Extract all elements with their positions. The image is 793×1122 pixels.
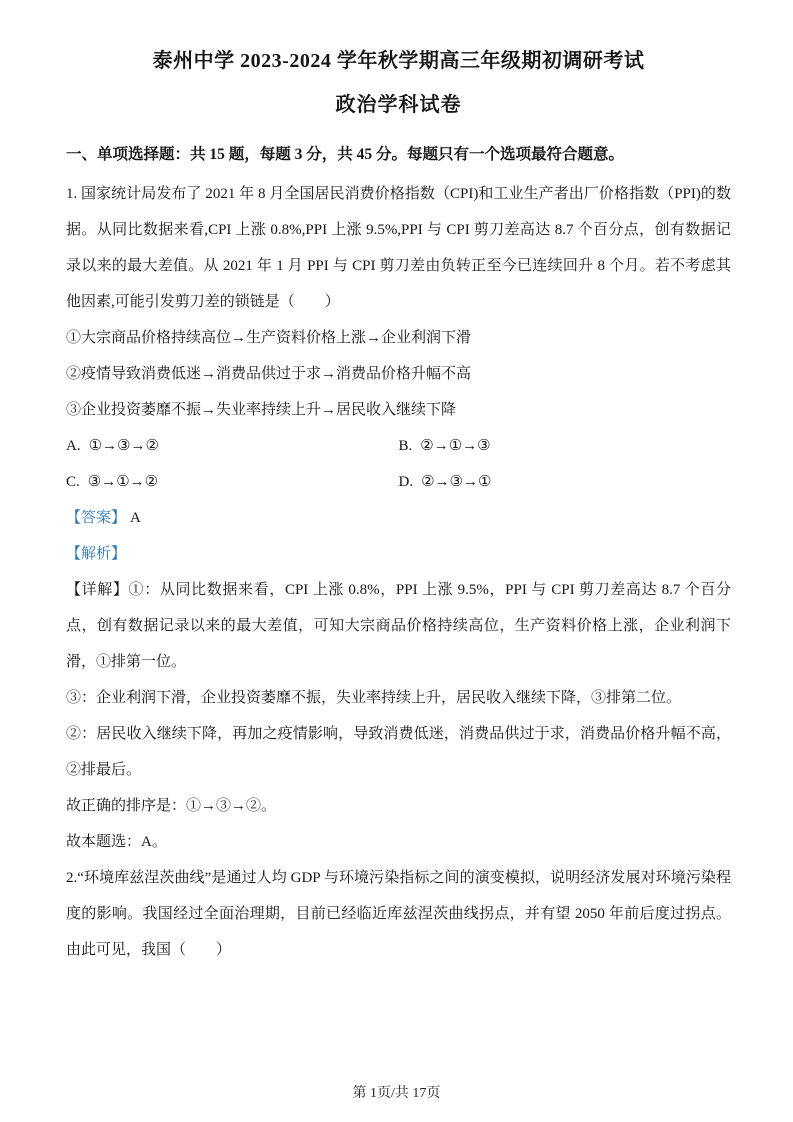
- question1-detail-p3: ②：居民收入继续下降，再加之疫情影响，导致消费低迷，消费品供过于求，消费品价格升幅不高，②排最后。: [66, 726, 731, 778]
- option-a-value: ①→③→②: [88, 438, 159, 454]
- question1-stem: 1. 国家统计局发布了 2021 年 8 月全国居民消费价格指数（CPI)和工业生产者出厂价格指数（PPI)的数据。从同比数据来看,CPI 上涨 0.8%,PPI 上涨 9.5%,PPI 与 CPI 剪刀差高达 8.7 个百分点，创有数据记录以来的最大差值。从 2021 年 1 月 PPI 与 CPI 剪刀差由负转正至今已连续回升 8 个月。若不考虑其他因素,可能引发剪刀差的锁链是（ ）: [66, 186, 731, 310]
- analysis-tag: 【解析】: [66, 546, 127, 562]
- question1-detail-p4: 故正确的排序是：①→③→②。: [66, 798, 277, 814]
- option-b-label: B.: [398, 438, 413, 454]
- question1-chain-1: ①大宗商品价格持续高位→生产资料价格上涨→企业利润下滑: [66, 330, 472, 346]
- option-d-value: ②→③→①: [421, 474, 492, 490]
- exam-subtitle: 政治学科试卷: [335, 94, 462, 116]
- question1-chain-2: ②疫情导致消费低迷→消费品供过于求→消费品价格升幅不高: [66, 366, 472, 382]
- answer-tag: 【答案】: [66, 510, 127, 526]
- question1-detail-p5: 故本题选：A。: [66, 834, 167, 850]
- question2-stem: 2.“环境库兹涅茨曲线”是通过人均 GDP 与环境污染指标之间的演变模拟，说明经济发展对环境污染程度的影响。我国经过全面治理期，目前已经临近库兹涅茨曲线拐点，并有望 2050 年前后度过拐点。由此可见，我国（ ）: [66, 870, 731, 958]
- page-number-footer: 第 1页/共 17页: [352, 1086, 441, 1101]
- question1-detail-p2: ③：企业利润下滑，企业投资萎靡不振，失业率持续上升，居民收入继续下降，③排第二位。: [66, 690, 682, 706]
- option-c-label: C.: [66, 474, 80, 490]
- question1-answer-line: [66, 500, 731, 536]
- question1-detail-p1: 【详解】①：从同比数据来看，CPI 上涨 0.8%，PPI 上涨 9.5%，PPI 与 CPI 剪刀差高达 8.7 个百分点，创有数据记录以来的最大差值，可知大宗商品价格持续高位，生产资料价格上涨，企业利润下滑，①排第一位。: [66, 582, 731, 670]
- question1-chain-3: ③企业投资萎靡不振→失业率持续上升→居民收入继续下降: [66, 402, 457, 418]
- answer-value: A: [130, 510, 141, 526]
- option-c-value: ③→①→②: [87, 474, 159, 490]
- question1-option-b: [399, 428, 732, 464]
- question1-option-d: [399, 464, 732, 500]
- section-header-multiple-choice: 一、单项选择题：共 15 题，每题 3 分，共 45 分。每题只有一个选项最符合题意。: [66, 146, 625, 163]
- question1-analysis-line: [66, 536, 731, 572]
- question1-option-c: [66, 464, 399, 500]
- option-a-label: A.: [66, 438, 81, 454]
- question1-options: [66, 428, 731, 500]
- question1-option-a: [66, 428, 399, 464]
- exam-title: 泰州中学 2023-2024 学年秋学期高三年级期初调研考试: [152, 50, 645, 72]
- option-d-label: D.: [398, 474, 414, 490]
- page-content: [66, 46, 731, 968]
- option-b-value: ②→①→③: [420, 438, 491, 454]
